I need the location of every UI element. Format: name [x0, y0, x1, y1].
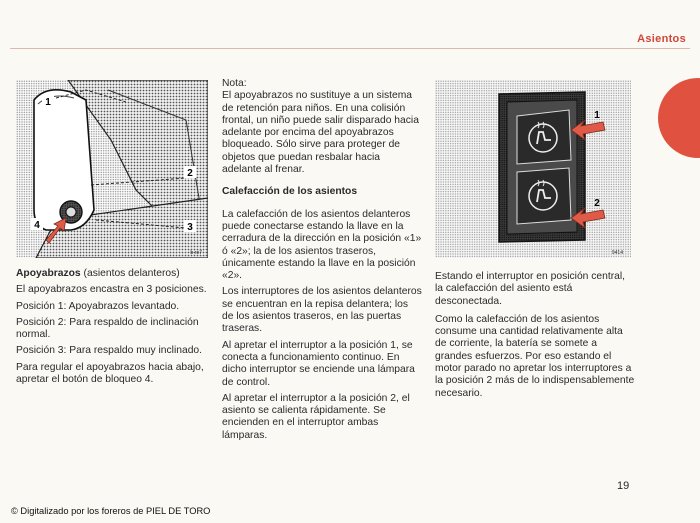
header-rule: [10, 48, 690, 49]
switch-illustration: [435, 80, 631, 258]
note-text: El apoyabrazos no sustituye a un sistema de retención para niños. En una colisión frontal, un niño puede salir disparado hacia adelante por encima del apoyabrazos bloqueado. Sólo sirve para proteger de objetos que puedan resbalar hacia adelante al frenar.: [222, 90, 419, 176]
callout-4: 4: [34, 220, 40, 231]
page-number: 19: [617, 480, 630, 492]
copyright-notice: © Digitalizado por los foreros de PIEL DE TORO: [11, 506, 211, 516]
note-and-heating-section: [222, 78, 422, 446]
paragraph: La calefacción de los asientos delanteros puede conectarse estando la llave en la cerradura de la dirección en la posición «1» ó «2»; la de los asientos traseros, únicamente estando la llave en la posición «2».: [222, 208, 422, 282]
paragraph: Posición 1: Apoyabrazos levantado.: [16, 300, 180, 312]
paragraph: Estando el interruptor en posición central, la calefacción del asiento está desconectada.: [435, 271, 626, 307]
armrest-title-bold: Apoyabrazos: [16, 268, 81, 279]
armrest-title: [16, 268, 216, 280]
heating-continued-section: [435, 271, 635, 406]
figure-code: 9414: [611, 250, 623, 256]
switch-callout-1: 1: [594, 110, 600, 121]
callout-2: 2: [187, 168, 193, 179]
paragraph: Al apretar el interruptor a la posición 1, se conecta a funcionamiento continuo. En dicho interruptor se enciende una lámpara de control.: [222, 339, 415, 388]
figure-code: b-ro7: [190, 250, 202, 256]
note-label: Nota:: [222, 78, 247, 89]
callout-1: 1: [45, 97, 51, 108]
switch-callout-2: 2: [594, 198, 600, 209]
paragraph: Para regular el apoyabrazos hacia abajo, apretar el botón de bloqueo 4.: [16, 361, 204, 386]
paragraph: Los interruptores de los asientos delanteros se encuentran en la repisa delantera; los de los asientos traseros, en las puertas traseras.: [222, 286, 422, 335]
seat-heating-switch-figure: [435, 80, 631, 258]
paragraph: Al apretar el interruptor a la posición 2, el asiento se calienta rápidamente. Se encienden en el interruptor ambas lámparas.: [222, 392, 410, 441]
paragraph: Como la calefacción de los asientos consume una cantidad relativamente alta de corriente, la batería se somete a grandes esfuerzos. Por eso estando el motor parado no apretar los interruptores a la posición 2 más de lo indispensablemente necesario.: [435, 313, 635, 399]
section-title: Asientos: [637, 33, 686, 45]
armrest-figure: [16, 80, 208, 258]
armrest-illustration: [16, 80, 208, 258]
heating-heading: Calefacción de los asientos: [222, 186, 358, 198]
armrest-title-rest: (asientos delanteros): [80, 268, 180, 279]
paragraph: Posición 2: Para respaldo de inclinación normal.: [16, 316, 199, 341]
paragraph: El apoyabrazos encastra en 3 posiciones.: [16, 284, 207, 296]
chapter-tab: [658, 78, 700, 158]
callout-3: 3: [187, 222, 193, 233]
armrest-section: [16, 268, 216, 390]
paragraph: Posición 3: Para respaldo muy inclinado.: [16, 345, 203, 357]
